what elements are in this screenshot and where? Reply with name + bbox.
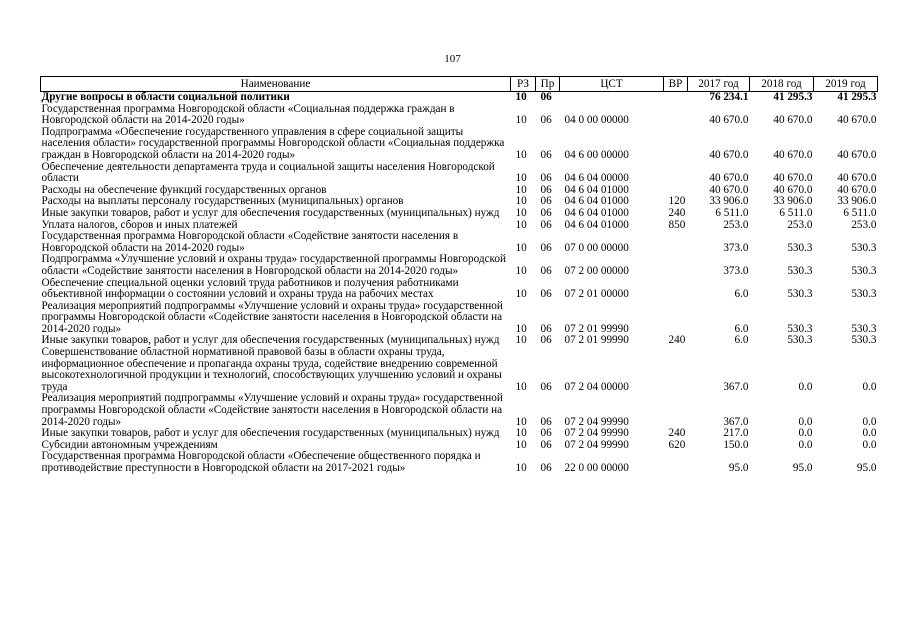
row-pr: 06 [540, 415, 552, 428]
row-vr: 850 [668, 219, 686, 231]
row-cst: 07 2 04 99990 [564, 415, 629, 428]
row-pr: 06 [540, 184, 552, 196]
row-name: Иные закупки товаров, работ и услуг для обеспечения государственных (муниципальных) нужд [41, 335, 500, 347]
page-number: 107 [444, 53, 461, 65]
row-2018: 40 670.0 [773, 184, 813, 196]
row-2018: 0.0 [798, 439, 813, 451]
row-2018: 0.0 [798, 415, 813, 428]
row-2019: 0.0 [862, 380, 877, 393]
row-vr [664, 347, 688, 393]
row-2019: 530.3 [851, 288, 877, 301]
row-2019: 40 670.0 [837, 148, 877, 161]
row-rz: 10 [515, 207, 527, 219]
row-2017: 367.0 [723, 380, 749, 393]
header-pr: Пр [536, 77, 560, 92]
row-vr [664, 104, 688, 127]
row-rz: 10 [515, 428, 527, 440]
row-rz: 10 [515, 462, 527, 474]
row-vr: 240 [668, 428, 686, 440]
table-row [41, 92, 878, 104]
row-2018: 40 670.0 [773, 172, 813, 185]
row-2017: 40 670.0 [709, 148, 749, 161]
row-pr: 06 [540, 91, 552, 103]
row-2017: 76 234.1 [709, 91, 749, 103]
row-vr [664, 162, 688, 185]
row-2018: 530.3 [787, 241, 813, 254]
table-row [41, 196, 878, 208]
table-row [41, 208, 878, 220]
row-pr: 06 [540, 148, 552, 161]
row-name: Реализация мероприятий подпрограммы «Улучшение условий и охраны труда» государственной программы Новгородской области «Содействие занятости населения в Новгородской области на 2014-2020 годы» [41, 393, 503, 428]
table-row [41, 104, 878, 127]
row-pr: 06 [540, 335, 552, 347]
row-2017: 150.0 [723, 439, 749, 451]
row-name: Реализация мероприятий подпрограммы «Улучшение условий и охраны труда» государственной программы Новгородской области «Содействие занятости населения в Новгородской области на 2014-2020 годы» [41, 300, 503, 335]
row-2019: 40 670.0 [837, 114, 877, 127]
row-2018: 40 670.0 [773, 148, 813, 161]
table-header-row [41, 77, 878, 92]
row-2017: 33 906.0 [709, 196, 749, 208]
row-2017: 40 670.0 [709, 172, 749, 185]
row-rz: 10 [515, 322, 527, 335]
row-2017: 6.0 [734, 288, 749, 301]
row-pr: 06 [540, 462, 552, 474]
row-cst: 04 6 04 01000 [564, 207, 629, 219]
row-2018: 41 295.3 [773, 91, 813, 103]
row-cst: 07 2 01 99990 [564, 322, 629, 335]
row-cst: 07 0 00 00000 [564, 241, 629, 254]
row-2019: 95.0 [856, 462, 877, 474]
row-2017: 6 511.0 [715, 207, 749, 219]
row-rz: 10 [515, 148, 527, 161]
row-name: Другие вопросы в области социальной политики [41, 91, 290, 103]
table-row [41, 301, 878, 336]
row-cst: 07 2 04 99990 [564, 439, 629, 451]
table-row [41, 220, 878, 232]
row-2018: 253.0 [787, 219, 813, 231]
header-name: Наименование [41, 77, 511, 92]
row-2017: 6.0 [734, 335, 749, 347]
row-vr [664, 393, 688, 428]
row-name: Подпрограмма «Обеспечение государственного управления в сфере социальной защиты населения области» государственной программы Новгородской области «Социальная поддержка граждан в Новгородской области на 2014-2020 годы» [41, 126, 505, 161]
row-2017: 40 670.0 [709, 114, 749, 127]
row-pr: 06 [540, 241, 552, 254]
row-pr: 06 [540, 207, 552, 219]
row-rz: 10 [515, 91, 527, 103]
row-2018: 530.3 [787, 288, 813, 301]
row-cst: 04 0 00 00000 [564, 114, 629, 127]
row-rz: 10 [515, 288, 527, 301]
row-2018: 530.3 [787, 264, 813, 277]
row-name: Иные закупки товаров, работ и услуг для обеспечения государственных (муниципальных) нужд [41, 428, 500, 440]
row-2019: 0.0 [862, 415, 877, 428]
row-name: Расходы на выплаты персоналу государственных (муниципальных) органов [41, 196, 404, 208]
row-cst [560, 92, 664, 104]
row-cst: 07 2 01 00000 [564, 288, 629, 301]
row-pr: 06 [540, 439, 552, 451]
row-rz: 10 [515, 335, 527, 347]
row-2018: 0.0 [798, 428, 813, 440]
row-vr [664, 231, 688, 254]
row-vr [664, 127, 688, 162]
header-rz: РЗ [511, 77, 536, 92]
row-name: Государственная программа Новгородской области «Обеспечение общественного порядка и противодействие преступности в Новгородской области на 2017-2021 годы» [41, 451, 481, 474]
row-2019: 0.0 [862, 428, 877, 440]
row-vr [664, 254, 688, 277]
row-rz: 10 [515, 219, 527, 231]
row-pr: 06 [540, 219, 552, 231]
row-2017: 373.0 [723, 264, 749, 277]
row-name: Субсидии автономным учреждениям [41, 439, 218, 451]
row-pr: 06 [540, 264, 552, 277]
row-2018: 33 906.0 [773, 196, 813, 208]
row-pr: 06 [540, 114, 552, 127]
row-cst: 04 6 04 01000 [564, 219, 629, 231]
row-cst: 04 6 04 00000 [564, 172, 629, 185]
row-2018: 0.0 [798, 380, 813, 393]
row-rz: 10 [515, 380, 527, 393]
row-2019: 41 295.3 [837, 91, 877, 103]
row-2017: 217.0 [723, 428, 749, 440]
row-2018: 6 511.0 [779, 207, 813, 219]
row-cst: 07 2 01 99990 [564, 335, 629, 347]
row-name: Государственная программа Новгородской области «Содействие занятости населения в Новгородской области на 2014-2020 годы» [41, 231, 459, 254]
row-2019: 40 670.0 [837, 184, 877, 196]
header-2017: 2017 год [688, 77, 750, 92]
table-row [41, 451, 878, 474]
row-2019: 40 670.0 [837, 172, 877, 185]
row-rz: 10 [515, 439, 527, 451]
row-cst: 04 6 00 00000 [564, 148, 629, 161]
table-row [41, 440, 878, 452]
row-vr [664, 301, 688, 336]
row-vr: 120 [668, 196, 686, 208]
row-name: Иные закупки товаров, работ и услуг для обеспечения государственных (муниципальных) нужд [41, 207, 500, 219]
row-cst: 07 2 04 00000 [564, 380, 629, 393]
row-2019: 0.0 [862, 439, 877, 451]
row-2019: 33 906.0 [837, 196, 877, 208]
table-row [41, 127, 878, 162]
row-rz: 10 [515, 415, 527, 428]
row-pr: 06 [540, 288, 552, 301]
row-name: Подпрограмма «Улучшение условий и охраны труда» государственной программы Новгородской области «Содействие занятости населения в Новгородской области на 2014-2020 годы» [41, 254, 506, 277]
row-2018: 530.3 [787, 335, 813, 347]
row-2019: 530.3 [851, 335, 877, 347]
row-name: Обеспечение специальной оценки условий труда работников и получения работниками объективной информации о состоянии условий и охраны труда на рабочих местах [41, 277, 459, 301]
row-vr: 240 [668, 335, 686, 347]
row-2017: 253.0 [723, 219, 749, 231]
table-row [41, 254, 878, 277]
row-2019: 530.3 [851, 264, 877, 277]
row-cst: 07 2 00 00000 [564, 264, 629, 277]
row-cst: 22 0 00 00000 [564, 462, 629, 474]
row-pr: 06 [540, 322, 552, 335]
row-rz: 10 [515, 264, 527, 277]
row-name: Уплата налогов, сборов и иных платежей [41, 219, 238, 231]
row-cst: 04 6 04 01000 [564, 196, 629, 208]
row-rz: 10 [515, 172, 527, 185]
row-vr [664, 278, 688, 301]
row-2017: 373.0 [723, 241, 749, 254]
table-row [41, 335, 878, 347]
row-vr: 620 [668, 439, 686, 451]
table-row [41, 185, 878, 197]
table-row [41, 393, 878, 428]
header-2019: 2019 год [814, 77, 878, 92]
row-pr: 06 [540, 428, 552, 440]
row-cst: 04 6 04 01000 [564, 184, 629, 196]
row-name: Государственная программа Новгородской области «Социальная поддержка граждан в Новгородской области на 2014-2020 годы» [41, 103, 455, 127]
row-2017: 40 670.0 [709, 184, 749, 196]
row-rz: 10 [515, 184, 527, 196]
row-pr: 06 [540, 380, 552, 393]
header-2018: 2018 год [750, 77, 814, 92]
header-cst: ЦСТ [560, 77, 664, 92]
row-name: Обеспечение деятельности департамента труда и социальной защиты населения Новгородской области [41, 161, 495, 185]
row-2018: 530.3 [787, 322, 813, 335]
row-cst: 07 2 04 99990 [564, 428, 629, 440]
row-pr: 06 [540, 196, 552, 208]
table-row [41, 428, 878, 440]
row-2019: 6 511.0 [843, 207, 877, 219]
row-rz: 10 [515, 241, 527, 254]
row-2018: 40 670.0 [773, 114, 813, 127]
row-vr [664, 451, 688, 474]
row-vr [664, 92, 688, 104]
row-name: Расходы на обеспечение функций государственных органов [41, 184, 327, 196]
table-row [41, 162, 878, 185]
row-2018: 95.0 [792, 462, 813, 474]
row-2019: 530.3 [851, 241, 877, 254]
row-name: Совершенствование областной нормативной правовой базы в области охраны труда, информационное обеспечение и пропаганда охраны труда, содействие внедрению современной высокотехнологичной продукции и технологий, способствующих улучшению условий и охраны труда [41, 347, 502, 393]
row-rz: 10 [515, 196, 527, 208]
table-row [41, 347, 878, 393]
row-2017: 6.0 [734, 322, 749, 335]
row-2019: 253.0 [851, 219, 877, 231]
header-vr: ВР [664, 77, 688, 92]
table-row [41, 278, 878, 301]
row-2019: 530.3 [851, 322, 877, 335]
row-2017: 95.0 [728, 462, 749, 474]
row-vr: 240 [668, 207, 686, 219]
table-row [41, 231, 878, 254]
row-2017: 367.0 [723, 415, 749, 428]
row-pr: 06 [540, 172, 552, 185]
budget-table [40, 76, 878, 475]
row-rz: 10 [515, 114, 527, 127]
row-vr [664, 185, 688, 197]
